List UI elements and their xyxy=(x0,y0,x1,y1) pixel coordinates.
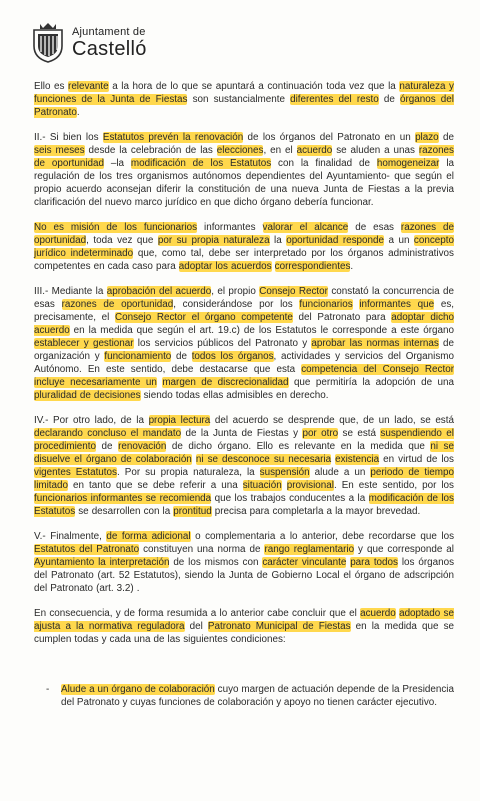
highlighted-text: seis meses xyxy=(34,145,85,156)
highlighted-text: No es misión de los funcionarios xyxy=(34,222,198,233)
paragraph-section-iv: IV.- Por otro lado, de la propia lectura del acuerdo se desprende que, de un lado, se está declarando concluso el mandato de la Junta de Fiestas y por otro se está suspendiendo el procedimiento de renovación de dicho órgano. Ello es relevante en la medida que ni se disuelve el órgano de colaboración ni se desconoce su necesaria existencia en virtud de los vigentes Estatutos. Por su propia naturaleza, la suspensión alude a un periodo de tiempo limitado en tanto que se debe referir a una situación provisional. En este sentido, por los funcionarios informantes se recomienda que los trabajos conducentes a la modificación de los Estatutos se desarrollen con la prontitud precisa para completarla a la mayor brevedad. xyxy=(34,415,455,517)
highlighted-text: modificación de los Estatutos xyxy=(130,158,272,169)
list-item: Alude a un órgano de colaboración cuyo margen de actuación depende de la Presidencia del Patronato y cuyas funciones de colaboración y apoyo no tienen carácter ejecutivo. xyxy=(61,684,454,708)
highlighted-text: establecer y gestionar xyxy=(34,338,134,349)
highlighted-text: carácter vinculante xyxy=(262,557,347,568)
highlighted-text: para todos xyxy=(350,557,398,568)
highlighted-text: Estatutos del Patronato xyxy=(34,544,140,555)
org-name-line2: Castelló xyxy=(72,38,147,60)
highlighted-text: por su propia naturaleza xyxy=(157,235,270,246)
highlighted-text: pluralidad de decisiones xyxy=(34,390,141,401)
letterhead xyxy=(30,22,230,62)
highlighted-text: rango reglamentario xyxy=(264,544,355,555)
highlighted-text: funcionarios xyxy=(299,299,353,310)
highlighted-text: prontitud xyxy=(173,506,212,517)
highlighted-text: relevante xyxy=(68,81,109,92)
highlighted-text: oportunidad responde xyxy=(286,235,385,246)
highlighted-text: razones de xyxy=(400,222,454,233)
highlighted-text: adoptar los acuerdos xyxy=(178,261,272,272)
paragraph-section-v: V.- Finalmente, de forma adicional o complementaria a lo anterior, debe recordarse que los Estatutos del Patronato constituyen una norma de rango reglamentario y que corresponde al Ayuntamiento la interpretación de los mismos con carácter vinculante para todos los órganos del Patronato (art. 52 Estatutos), siendo la Junta de Gobierno Local el órgano de adscripción del Patronato (art. 3.2) . xyxy=(34,531,455,594)
highlighted-text: aprobar las normas internas xyxy=(311,338,439,349)
highlighted-text: declarando concluso el mandato xyxy=(34,428,182,439)
highlighted-text: informantes que xyxy=(359,299,435,310)
highlighted-text: propia lectura xyxy=(148,415,211,426)
highlighted-text: suspensión xyxy=(259,467,310,478)
highlighted-text: todos los órganos xyxy=(191,351,274,362)
highlighted-text: acuerdo xyxy=(360,608,396,619)
highlighted-text: naturaleza y funciones de la Junta de Fiestas xyxy=(34,81,454,105)
highlighted-text: oportunidad xyxy=(34,235,87,246)
highlighted-text: Consejo Rector xyxy=(259,286,328,297)
highlighted-text: modificación de los Estatutos xyxy=(34,493,454,517)
highlighted-text: correspondientes xyxy=(274,261,351,272)
highlighted-text: Estatutos prevén la renovación xyxy=(102,132,244,143)
highlighted-text: existencia xyxy=(335,454,380,465)
highlighted-text: vigentes Estatutos xyxy=(34,467,117,478)
paragraph-conclusion: En consecuencia, y de forma resumida a lo anterior cabe concluir que el acuerdo adoptado se ajusta a la normativa reguladora del Patronato Municipal de Fiestas en la medida que se cumplen todas y cada una de las siguientes condiciones: xyxy=(34,608,455,645)
highlighted-text: Consejo Rector el órgano competente xyxy=(115,312,293,323)
coat-of-arms-icon xyxy=(30,22,66,64)
highlighted-text: adoptar dicho acuerdo xyxy=(34,312,454,336)
highlighted-text: suspendiendo el procedimiento xyxy=(34,428,454,452)
document-body xyxy=(34,80,454,657)
highlighted-text: valorar el alcance xyxy=(262,222,349,233)
highlighted-text: funcionamiento xyxy=(104,351,172,362)
list-bullet: - xyxy=(46,684,50,695)
highlighted-text: adoptado se ajusta a la normativa reguladora xyxy=(34,608,454,632)
org-name-line1: Ajuntament de xyxy=(72,26,146,38)
highlighted-text: Patronato Municipal de Fiestas xyxy=(207,621,351,632)
highlighted-text: margen de discrecionalidad xyxy=(162,377,289,388)
highlighted-text: por otro xyxy=(302,428,339,439)
highlighted-text: acuerdo xyxy=(296,145,333,156)
highlighted-text: homogeneizar xyxy=(376,158,440,169)
highlighted-text: diferentes del resto xyxy=(290,94,379,105)
highlighted-text: de forma adicional xyxy=(106,531,191,542)
paragraph-intro: Ello es relevante a la hora de lo que se apuntará a continuación toda vez que la naturaleza y funciones de la Junta de Fiestas son sustancialmente diferentes del resto de órganos del Patronato. xyxy=(34,81,454,118)
highlighted-text: concepto jurídico indeterminado xyxy=(34,235,454,259)
highlighted-text: provisional xyxy=(286,480,334,491)
highlighted-text: ni se disuelve el órgano de colaboración xyxy=(34,441,454,465)
highlighted-text: ni se desconoce su necesaria xyxy=(195,454,332,465)
highlighted-text: competencia del Consejo Rector xyxy=(301,364,454,375)
highlighted-text: Ayuntamiento la interpretación xyxy=(34,557,170,568)
highlighted-text: renovación xyxy=(118,441,167,452)
highlighted-text: situación xyxy=(242,480,282,491)
highlighted-text: órganos del Patronato xyxy=(34,94,454,118)
paragraph-section-ii: II.- Si bien los Estatutos prevén la renovación de los órganos del Patronato en un plazo de seis meses desde la celebración de las elecciones, en el acuerdo se aluden a unas razones de oportunidad –la modificación de los Estatutos con la finalidad de homogeneizar la regulación de los tres organismos autónomos dependientes del Ayuntamiento- que según el propio acuerdo aconsejan diferir la constitución de una nueva Junta de Fiestas a la previa clarificación del nuevo marco jurídico en que dicho órgano debería funcionar. xyxy=(34,132,454,208)
highlighted-text: Alude a un órgano de colaboración xyxy=(61,684,215,695)
highlighted-text: incluye necesariamente un xyxy=(34,377,157,388)
highlighted-text: razones de oportunidad xyxy=(61,299,174,310)
paragraph-no-es-mision: No es misión de los funcionarios informantes valorar el alcance de esas razones de oportunidad, toda vez que por su propia naturaleza la oportunidad responde a un concepto jurídico indeterminado que, como tal, debe ser interpretado por los órganos administrativos competentes en cada caso para adoptar los acuerdos correspondientes. xyxy=(34,222,454,272)
highlighted-text: aprobación del acuerdo xyxy=(106,286,212,297)
highlighted-text: periodo de tiempo limitado xyxy=(34,467,455,491)
highlighted-text: elecciones xyxy=(216,145,264,156)
paragraph-section-iii: III.- Mediante la aprobación del acuerdo, el propio Consejo Rector constató la concurrencia de esas razones de oportunidad, considerándose por los funcionarios informantes que es, precisamente, el Consejo Rector el órgano competente del Patronato para adoptar dicho acuerdo en la medida que según el art. 19.c) de los Estatutos le corresponde a este órgano establecer y gestionar los servicios públicos del Patronato y aprobar las normas internas de organización y funcionamiento de todos los órganos, actividades y servicios del Organismo Autónomo. En este sentido, debe destacarse que esta competencia del Consejo Rector incluye necesariamente un margen de discrecionalidad que permitiría la adopción de una pluralidad de decisiones siendo todas ellas admisibles en derecho. xyxy=(34,286,455,401)
highlighted-text: plazo xyxy=(415,132,439,143)
highlighted-text: funcionarios informantes se recomienda xyxy=(34,493,212,504)
highlighted-text: razones de oportunidad xyxy=(34,145,454,169)
